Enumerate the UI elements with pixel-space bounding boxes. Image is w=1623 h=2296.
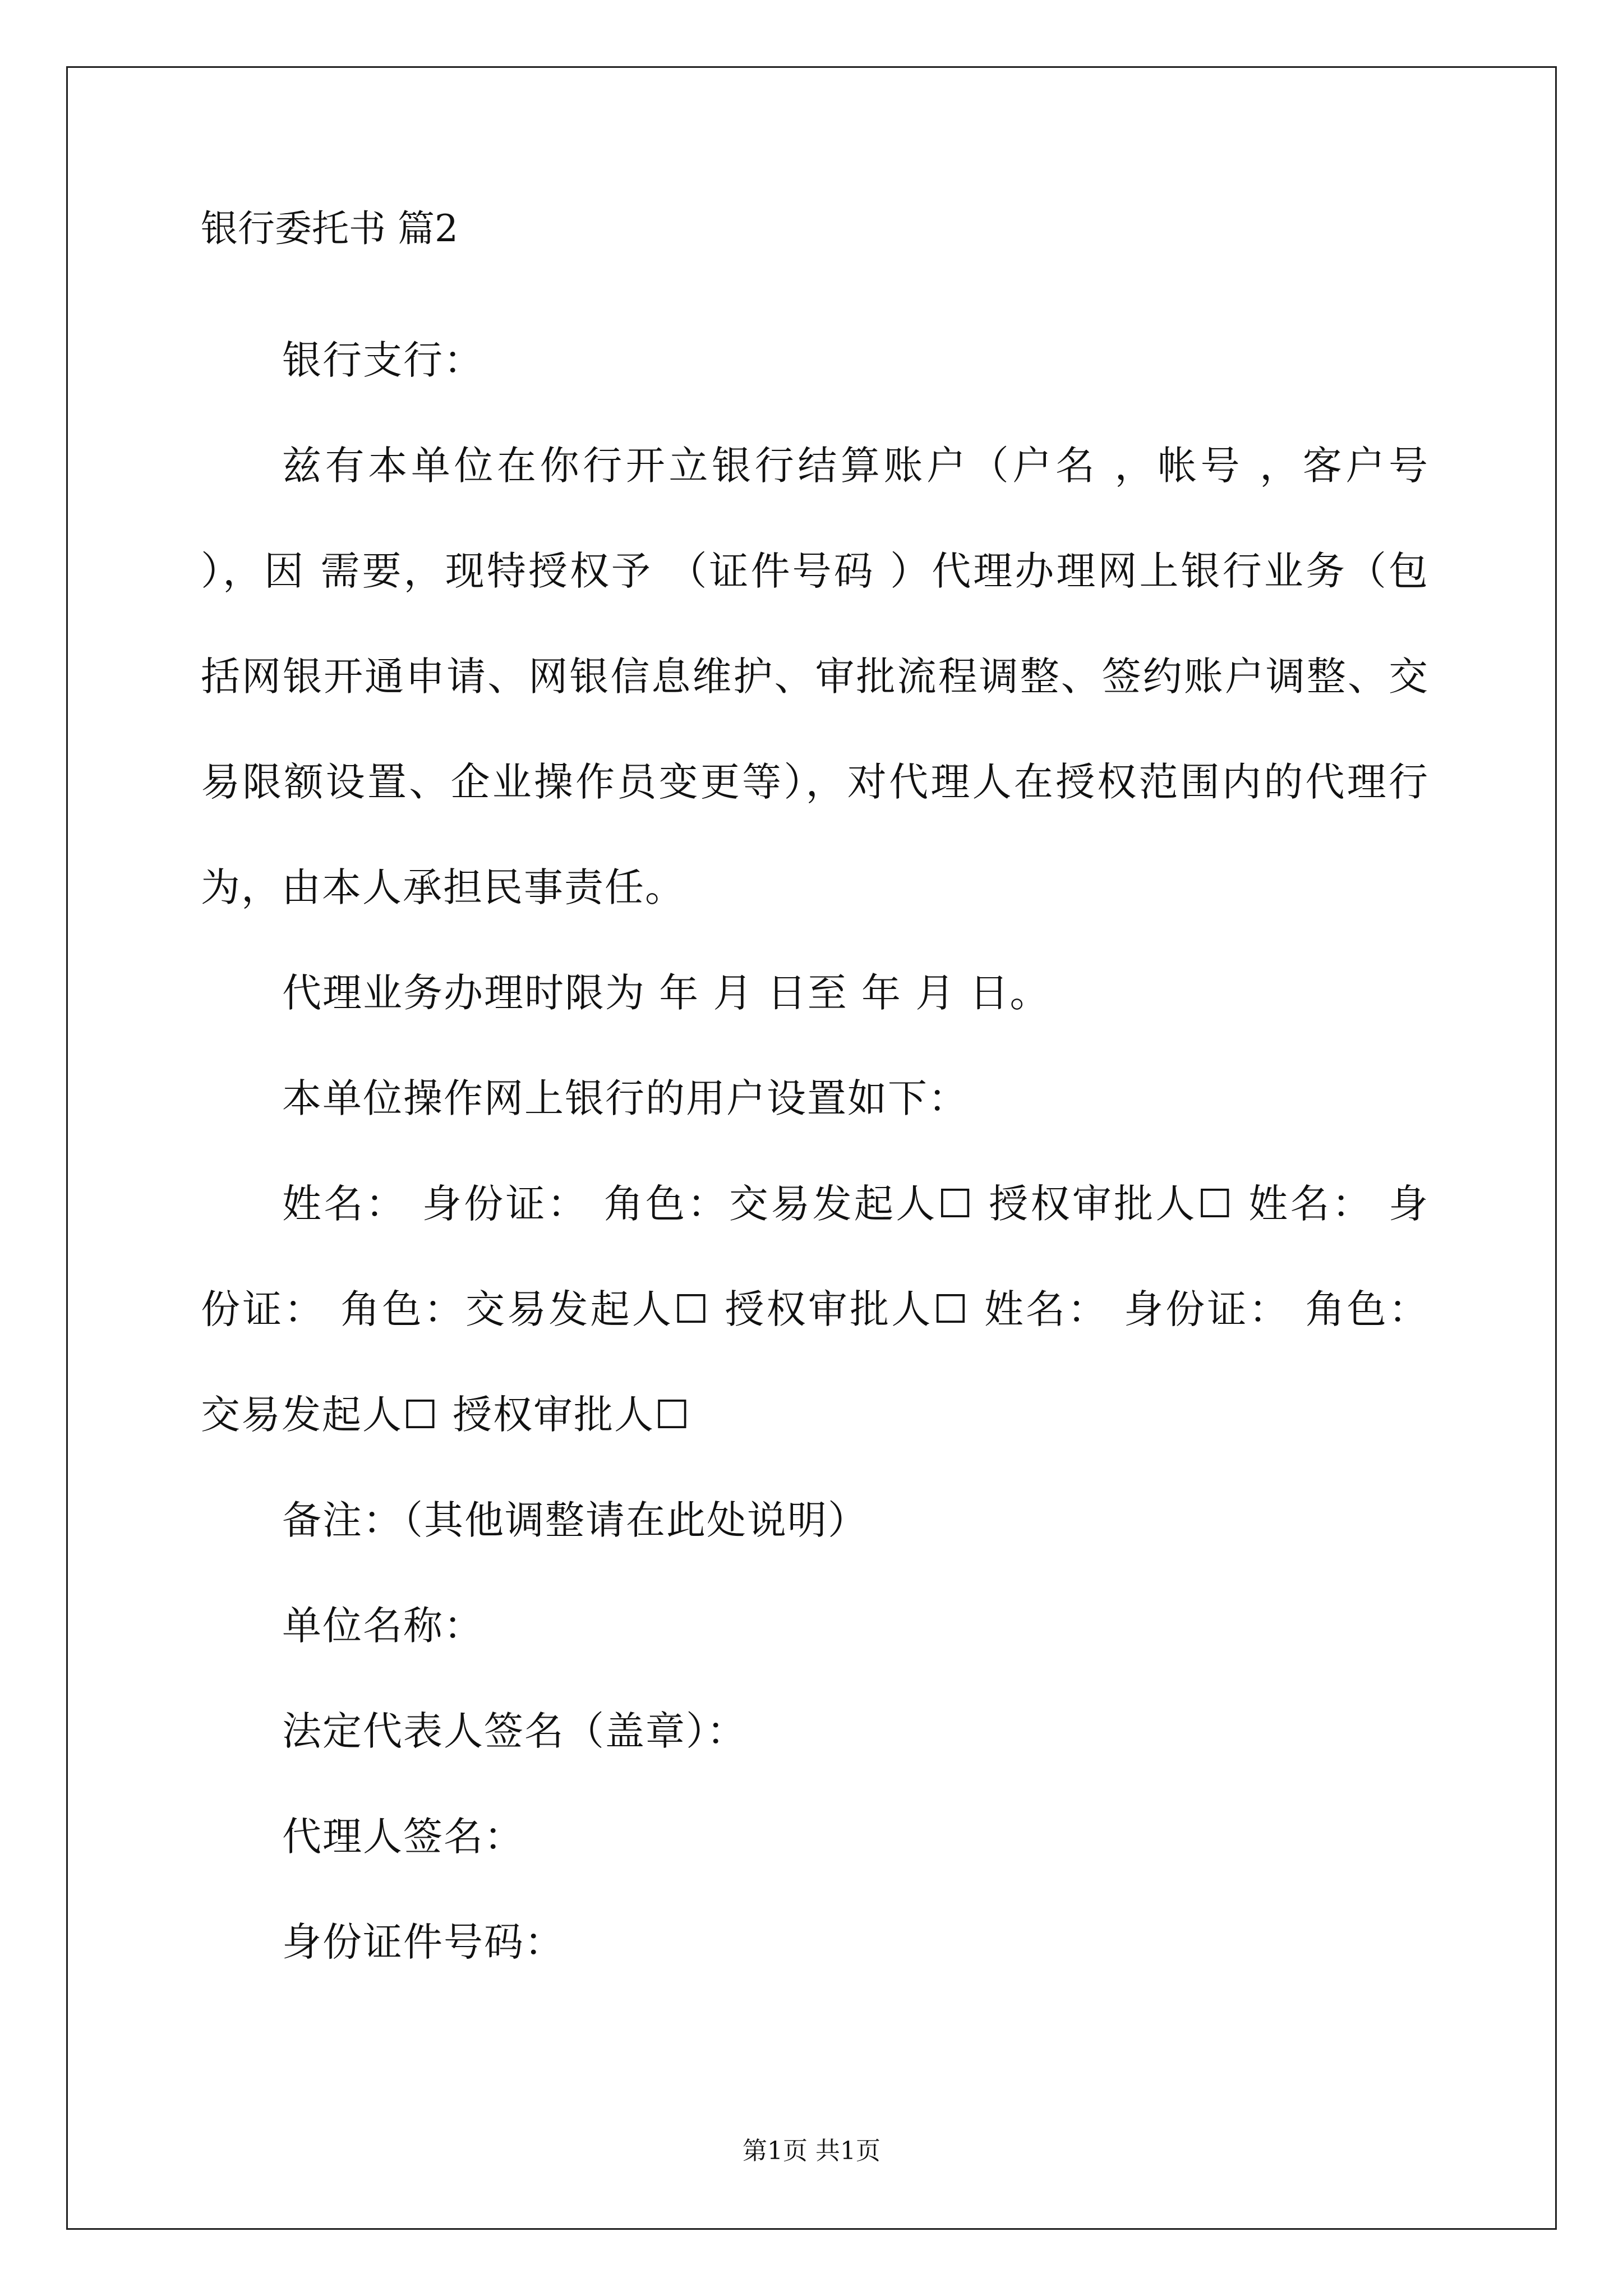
remarks-line: 备注：（其他调整请在此处说明） xyxy=(282,1497,868,1543)
unit-name-line: 单位名称： xyxy=(282,1603,484,1649)
user-settings-list: 姓名： 身份证： 角色：交易发起人☐ 授权审批人☐ 姓名： 身份证： 角色：交易发起人☐ 授权审批人☐ 姓名： 身份证： 角色：交易发起人☐ 授权审批人☐ xyxy=(201,1181,1429,1438)
id-number-line: 身份证件号码： xyxy=(282,1919,565,1965)
document-body xyxy=(201,202,1429,1995)
salutation: 银行支行： xyxy=(282,337,484,383)
authorization-paragraph: 兹有本单位在你行开立银行结算账户（户名 ，帐号 ，客户号 ），因 需要，现特授权予 （证件号码 ）代理办理网上银行业务（包括网银开通申请、网银信息维护、审批流程调整、签约账户调整、交易限额设置、企业操作员变更等），对代理人在授权范围内的代理行为，由本人承担民事责任。 xyxy=(201,443,1429,910)
document-title: 银行委托书 篇2 xyxy=(201,207,458,250)
legal-rep-signature-line: 法定代表人签名（盖章）： xyxy=(282,1708,747,1754)
agent-signature-line: 代理人签名： xyxy=(282,1814,524,1860)
page-footer: 第1页 共1页 xyxy=(743,2137,880,2165)
term-paragraph: 代理业务办理时限为 年 月 日至 年 月 日。 xyxy=(282,970,1050,1016)
user-settings-heading: 本单位操作网上银行的用户设置如下： xyxy=(282,1075,969,1121)
